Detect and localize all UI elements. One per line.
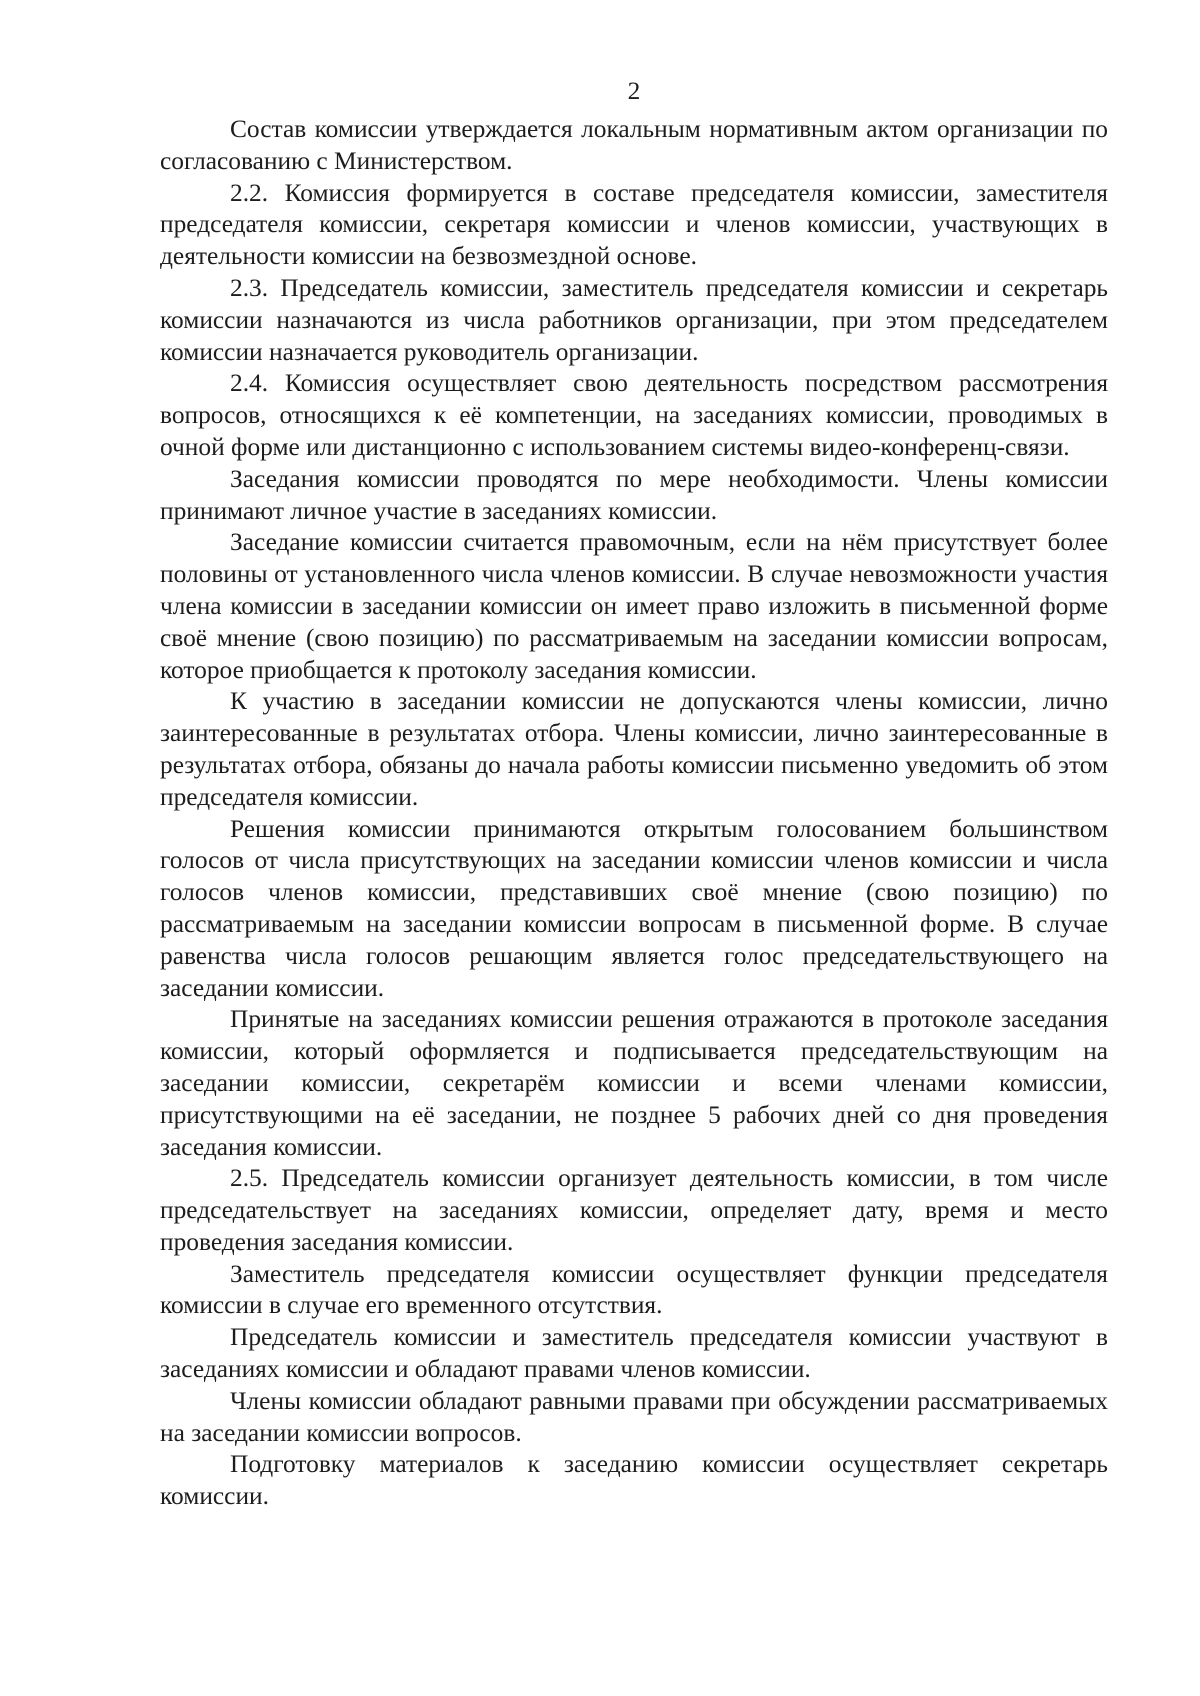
paragraph: Решения комиссии принимаются открытым голосованием большинством голосов от числа присутствующих на заседании комиссии членов комиссии и числа голосов членов комиссии, представивших своё мнение (свою позицию) по рассматриваемым на заседании комиссии вопросам в письменной форме. В случае равенства числа голосов решающим является голос председательствующего на заседании комиссии. bbox=[160, 814, 1108, 1002]
paragraph: 2.3. Председатель комиссии, заместитель председателя комиссии и секретарь комиссии назначаются из числа работников организации, при этом председателем комиссии назначается руководитель организации. bbox=[160, 273, 1108, 366]
paragraph: 2.2. Комиссия формируется в составе председателя комиссии, заместителя председателя комиссии, секретаря комиссии и членов комиссии, участвующих в деятельности комиссии на безвозмездной основе. bbox=[160, 178, 1108, 271]
paragraph: Члены комиссии обладают равными правами при обсуждении рассматриваемых на заседании комиссии вопросов. bbox=[160, 1386, 1108, 1447]
paragraph: Состав комиссии утверждается локальным нормативным актом организации по согласованию с Министерством. bbox=[160, 115, 1108, 175]
paragraph: Председатель комиссии и заместитель председателя комиссии участвуют в заседаниях комиссии и обладают правами членов комиссии. bbox=[160, 1323, 1108, 1384]
paragraph: Принятые на заседаниях комиссии решения отражаются в протоколе заседания комиссии, который оформляется и подписывается председательствующим на заседании комиссии, секретарём комиссии и всеми членами комиссии, присутствующими на её заседании, не позднее 5 рабочих дней со дня проведения заседания комиссии. bbox=[160, 1005, 1108, 1161]
paragraph: 2.5. Председатель комиссии организует деятельность комиссии, в том числе председательствует на заседаниях комиссии, определяет дату, время и место проведения заседания комиссии. bbox=[160, 1164, 1108, 1256]
paragraph: Заседание комиссии считается правомочным, если на нём присутствует более половины от установленного числа членов комиссии. В случае невозможности участия члена комиссии в заседании комиссии он имеет право изложить в письменной форме своё мнение (свою позицию) по рассматриваемым на заседании комиссии вопросам, которое приобщается к протоколу заседания комиссии. bbox=[160, 528, 1108, 684]
paragraph: Заместитель председателя комиссии осуществляет функции председателя комиссии в случае его временного отсутствия. bbox=[160, 1259, 1108, 1320]
page-number: 2 bbox=[627, 77, 641, 105]
paragraph: К участию в заседании комиссии не допускаются члены комиссии, лично заинтересованные в результатах отбора. Члены комиссии, лично заинтересованные в результатах отбора, обязаны до начала работы комиссии письменно уведомить об этом председателя комиссии. bbox=[160, 687, 1108, 811]
paragraph: Подготовку материалов к заседанию комиссии осуществляет секретарь комиссии. bbox=[160, 1450, 1108, 1511]
paragraph: Заседания комиссии проводятся по мере необходимости. Члены комиссии принимают личное участие в заседаниях комиссии. bbox=[160, 464, 1108, 525]
paragraph: 2.4. Комиссия осуществляет свою деятельность посредством рассмотрения вопросов, относящихся к её компетенции, на заседаниях комиссии, проводимых в очной форме или дистанционно с использованием системы видео-конференц-связи. bbox=[160, 369, 1108, 461]
